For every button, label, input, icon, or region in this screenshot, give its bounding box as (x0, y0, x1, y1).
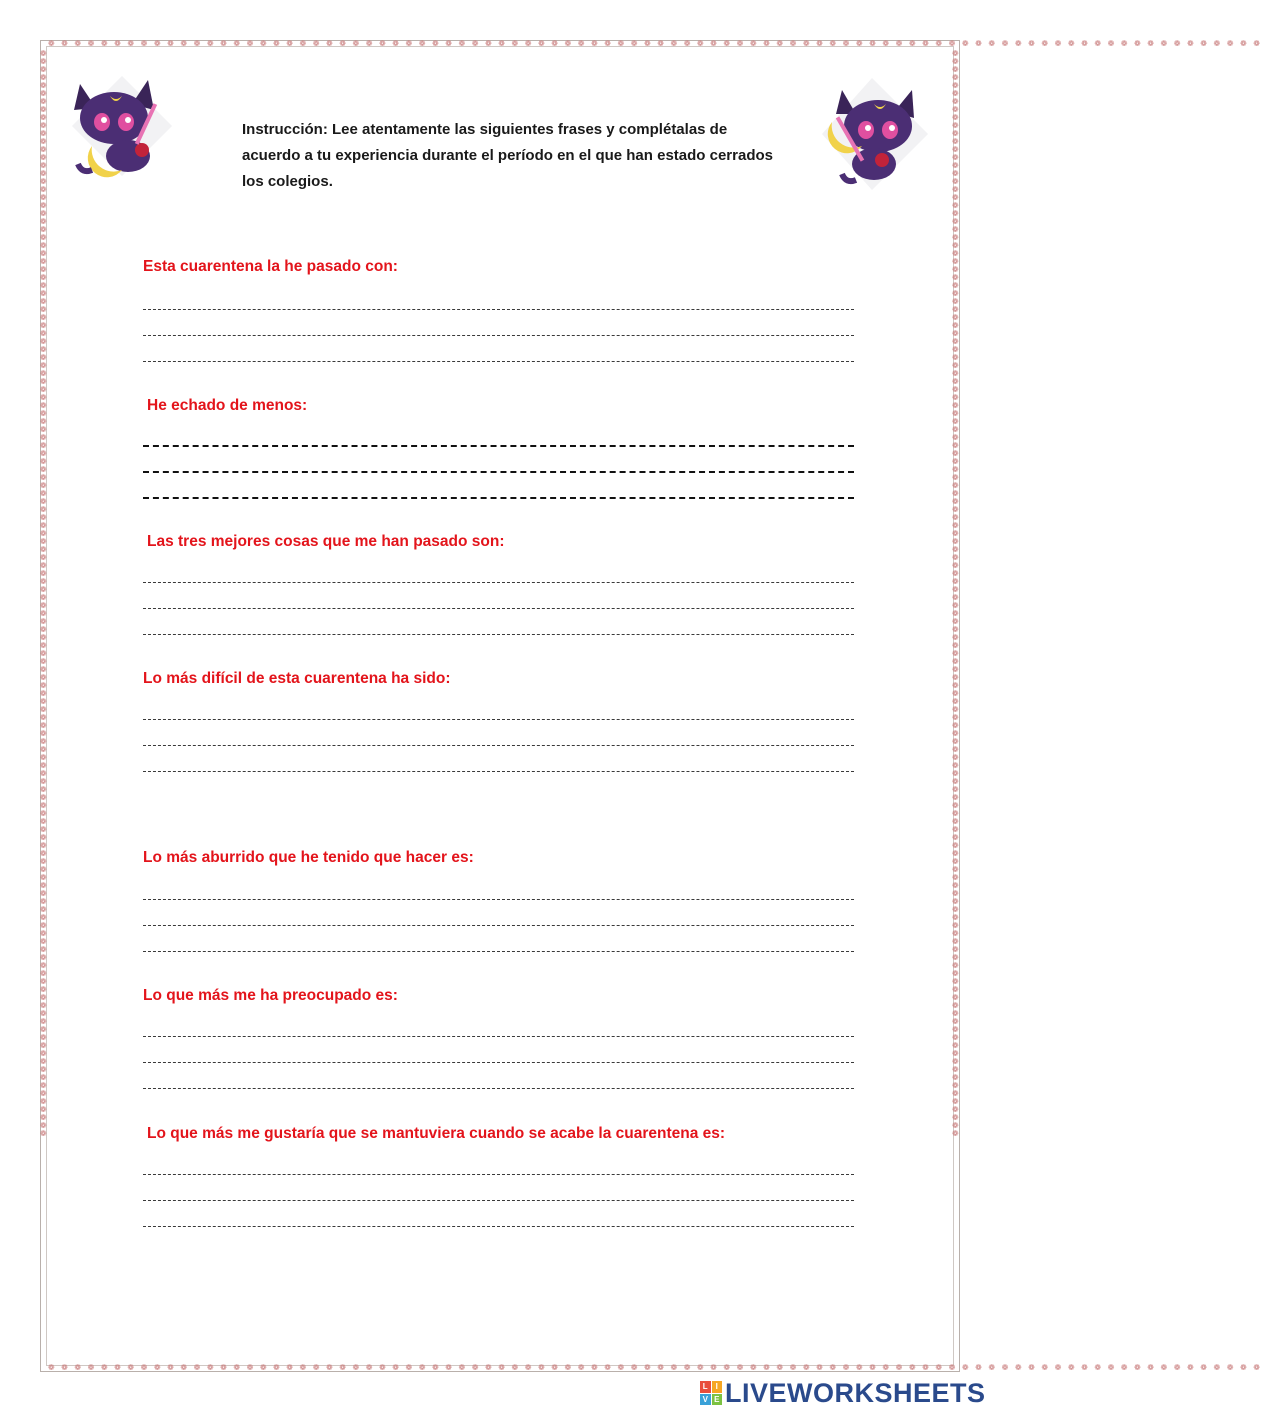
prompt-5: Lo más aburrido que he tenido que hacer es: (143, 849, 474, 866)
answer-line[interactable] (143, 471, 854, 473)
answer-line[interactable] (143, 1088, 854, 1089)
prompt-6: Lo que más me ha preocupado es: (143, 987, 398, 1004)
prompt-4: Lo más difícil de esta cuarentena ha sido: (143, 670, 451, 687)
brand-name: LIVEWORKSHEETS (725, 1377, 986, 1408)
answer-line[interactable] (143, 1226, 854, 1227)
logo-letter: L (700, 1381, 711, 1393)
prompt-2: He echado de menos: (147, 397, 308, 414)
answer-line[interactable] (143, 1200, 854, 1201)
border-dots-left: ❁❁❁❁❁❁❁❁❁❁❁❁❁❁❁❁❁❁❁❁❁❁❁❁❁❁❁❁❁❁❁❁❁❁❁❁❁❁❁❁❁❁❁❁❁❁❁❁❁❁❁❁❁❁❁❁❁❁❁❁❁❁❁❁❁❁❁❁❁❁❁❁❁❁❁❁❁❁❁❁❁❁❁❁❁❁❁❁❁❁❁❁❁❁❁❁❁❁❁❁❁❁❁❁❁❁❁❁❁❁❁❁❁❁❁❁❁❁❁❁❁❁❁❁❁❁❁❁❁❁❁❁❁❁❁❁ (40, 49, 49, 1138)
answer-line[interactable] (143, 771, 854, 772)
answer-line[interactable] (143, 634, 854, 635)
page-border-inner (46, 46, 954, 1366)
prompt-7: Lo que más me gustaría que se mantuviera cuando se acabe la cuarentena es: (147, 1125, 726, 1142)
border-dots-top: ❁ ❁ ❁ ❁ ❁ ❁ ❁ ❁ ❁ ❁ ❁ ❁ ❁ ❁ ❁ ❁ ❁ ❁ ❁ ❁ ❁ ❁ ❁ ❁ ❁ ❁ ❁ ❁ ❁ ❁ ❁ ❁ ❁ ❁ ❁ ❁ ❁ ❁ ❁ ❁ ❁ ❁ ❁ ❁ ❁ ❁ ❁ ❁ ❁ ❁ ❁ ❁ ❁ ❁ ❁ ❁ ❁ ❁ ❁ ❁ ❁ ❁ ❁ ❁ ❁ ❁ ❁ ❁ ❁ ❁ ❁ ❁ ❁ ❁ ❁ ❁ ❁ ❁ ❁ ❁ ❁ ❁ ❁ ❁ ❁ ❁ ❁ ❁ ❁ ❁ ❁ ❁ (48, 39, 1262, 48)
answer-line[interactable] (143, 1174, 854, 1175)
logo-letter: V (700, 1394, 711, 1406)
liveworksheets-brand (700, 1378, 986, 1408)
answer-line[interactable] (143, 1036, 854, 1037)
answer-line[interactable] (143, 1062, 854, 1063)
prompt-3: Las tres mejores cosas que me han pasado son: (147, 533, 505, 550)
answer-line[interactable] (143, 899, 854, 900)
answer-line[interactable] (143, 719, 854, 720)
liveworksheets-logo-icon (700, 1381, 722, 1405)
answer-line[interactable] (143, 745, 854, 746)
answer-line[interactable] (143, 309, 854, 310)
answer-line[interactable] (143, 608, 854, 609)
border-dots-right: ❁❁❁❁❁❁❁❁❁❁❁❁❁❁❁❁❁❁❁❁❁❁❁❁❁❁❁❁❁❁❁❁❁❁❁❁❁❁❁❁❁❁❁❁❁❁❁❁❁❁❁❁❁❁❁❁❁❁❁❁❁❁❁❁❁❁❁❁❁❁❁❁❁❁❁❁❁❁❁❁❁❁❁❁❁❁❁❁❁❁❁❁❁❁❁❁❁❁❁❁❁❁❁❁❁❁❁❁❁❁❁❁❁❁❁❁❁❁❁❁❁❁❁❁❁❁❁❁❁❁❁❁❁❁❁❁ (952, 49, 961, 1138)
answer-line[interactable] (143, 582, 854, 583)
answer-line[interactable] (143, 361, 854, 362)
answer-line[interactable] (143, 335, 854, 336)
answer-line[interactable] (143, 497, 854, 499)
answer-line[interactable] (143, 951, 854, 952)
logo-letter: E (712, 1394, 723, 1406)
cat-illustration-left (62, 66, 182, 186)
answer-line[interactable] (143, 925, 854, 926)
logo-letter: I (712, 1381, 723, 1393)
border-dots-bottom: ❁ ❁ ❁ ❁ ❁ ❁ ❁ ❁ ❁ ❁ ❁ ❁ ❁ ❁ ❁ ❁ ❁ ❁ ❁ ❁ ❁ ❁ ❁ ❁ ❁ ❁ ❁ ❁ ❁ ❁ ❁ ❁ ❁ ❁ ❁ ❁ ❁ ❁ ❁ ❁ ❁ ❁ ❁ ❁ ❁ ❁ ❁ ❁ ❁ ❁ ❁ ❁ ❁ ❁ ❁ ❁ ❁ ❁ ❁ ❁ ❁ ❁ ❁ ❁ ❁ ❁ ❁ ❁ ❁ ❁ ❁ ❁ ❁ ❁ ❁ ❁ ❁ ❁ ❁ ❁ ❁ ❁ ❁ ❁ ❁ ❁ ❁ ❁ ❁ ❁ ❁ ❁ (48, 1363, 1262, 1372)
instruction-text: Instrucción: Lee atentamente las siguientes frases y complétalas de acuerdo a tu experiencia durante el período en el que han estado cerrados los colegios. (242, 121, 773, 190)
cat-illustration-right (812, 74, 932, 194)
answer-line[interactable] (143, 445, 854, 447)
prompt-1: Esta cuarentena la he pasado con: (143, 258, 398, 275)
